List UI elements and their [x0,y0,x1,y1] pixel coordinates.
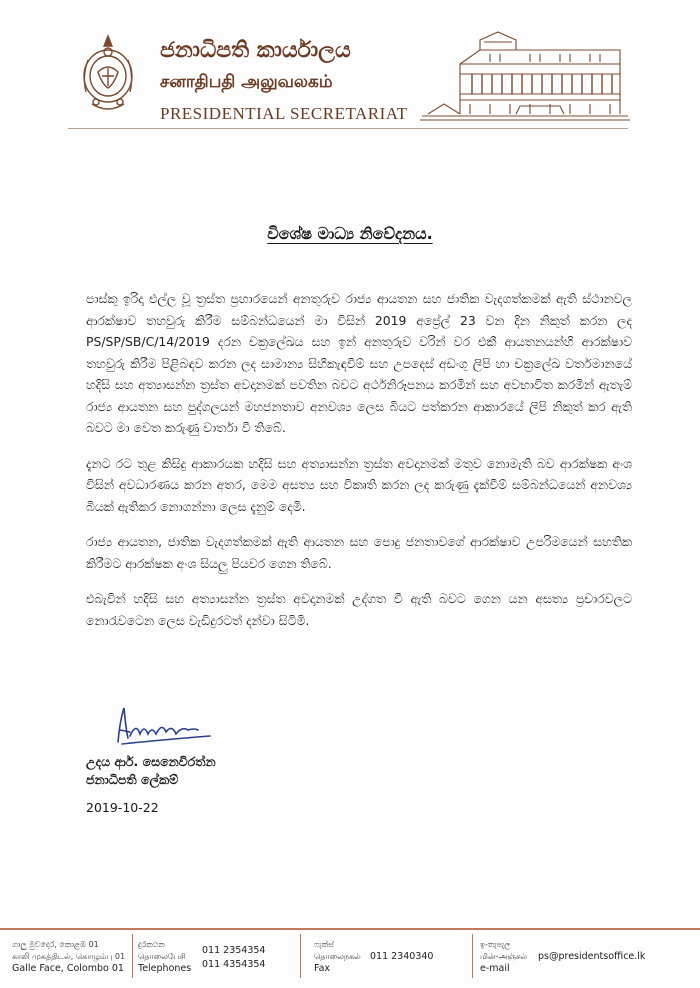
org-name-english: PRESIDENTIAL SECRETARIAT [160,104,408,123]
footer-telephone-1: 011 2354354 [202,945,266,956]
org-name-tamil: சனாதிபதி அலுவலகம் [160,72,333,92]
footer-address-sinhala: ගාලු මුවදොර, කොළඹ 01 [12,940,99,949]
footer-fax-number: 011 2340340 [370,951,434,962]
footer-tel-label-sinhala: දුරකථන [138,940,165,949]
footer-fax-label-english: Fax [314,963,331,974]
footer-separator [472,934,473,978]
footer-fax-label-tamil: தொலைநகல் [314,952,361,961]
presidential-secretariat-building-icon [420,28,630,122]
footer-telephone-2: 011 4354354 [202,959,266,970]
footer-tel-label-english: Telephones [138,963,192,974]
footer-fax-label-sinhala: ෆැක්ස් [314,940,334,949]
document-title [0,224,700,244]
body-paragraph: එබැවින් හදිසි සහ අත්‍යාසන්න ත්‍රස්ත අවදානමක් උද්ගත වී ඇති බවට ගෙන යන අසත්‍ය ප්‍රචාරවලට නොරැවටෙන ලෙස වැඩිදුරටත් දන්වා සිටිමි. [86,591,632,628]
sri-lanka-emblem-icon [78,32,138,116]
footer-email-label-english: e-mail [480,963,510,974]
footer-divider [0,928,700,930]
footer-email-address[interactable]: ps@presidentsoffice.lk [538,951,646,962]
body-paragraph: රාජ්‍ය ආයතන, ජාතික වැදගත්කමක් ඇති ආයතන සහ පොදු ජනතාවගේ ආරක්ෂාව උපරිමයෙන් සහතික කිරීමට ආරක්ෂක අංශ සියලු පියවර ගෙන තිබේ. [86,534,632,571]
footer-email-label-tamil: மின்-அஞ்சல் [480,952,528,961]
footer-address-english: Galle Face, Colombo 01 [12,963,124,974]
document-body [86,288,632,645]
footer-separator [300,934,301,978]
footer-tel-label-tamil: தொலைபேசி [138,952,186,961]
footer-email-label-sinhala: ඉ-තැපැල [480,940,511,949]
document-title-text: විශේෂ මාධ්‍ය නිවේදනය. [267,224,433,243]
footer-address-tamil: காலி முகத்திடல், கொழும்பு 01 [12,952,126,961]
body-paragraph: පාස්කු ඉරිදා එල්ල වූ ත්‍රස්ත ප්‍රහාරයෙන් අනතුරුව රාජ්‍ය ආයතන සහ ජාතික වැදගත්කමක් ඇති ස්ථානවල ආරක්ෂාව තහවුරු කිරීම සම්බන්ධයෙන් මා විසින් 2019 අප්‍රේල් 23 වන දින නිකුත් කරන ලද PS/SP/SB/C/14/2019 දරන චක්‍රලේඛය සහ ඉන් අනතුරුව වරින් වර එකී ආයතනයන්හි ආරක්ෂාව තහවුරු කිරීම පිළිබඳව කරන ලද සාමාන්‍ය සිහිකැඳවීම් සහ උපදෙස් අඩංගු ලිපි හා චක්‍රලේඛ වර්තමානයේ හදිසි සහ අත්‍යාසන්න ත්‍රස්ත අවදානමක් පවතින බවට අර්ථනිරූපනය කරමින් සහ අවභාවිත කරමින් ඇතැම් රාජ්‍ය ආයතන සහ පුද්ගලයන් මහජනතාව අනවශ්‍ය ලෙස බියට පත්කරන ආකාරයේ ලිපි නිකුත් කර ඇති බවට මා වෙත කරුණු වාර්තා වී තිබේ. [86,291,632,435]
body-paragraph: දැනට රට තුළ කිසිදු ආකාරයක හදිසි සහ අත්‍යාසන්න ත්‍රස්ත අවදානමක් මතුව නොමැති බව ආරක්ෂක අංශ විසින් අවධාරණය කරන අතර, මෙම අසත්‍ය සහ විකෘති කරන ලද කරුණු දැක්වීම් සම්බන්ධයෙන් අනවශ්‍ය බියක් ඇතිකර නොගන්නා ලෙස දැනුම් දෙමි. [86,455,632,514]
document-date: 2019-10-22 [86,800,159,815]
org-name-sinhala: ජනාධිපති කාර්යාලය [160,38,351,63]
handwritten-signature-icon [110,700,220,750]
header-divider [68,128,628,129]
signatory-name: උදය ආර්. සෙනෙවිරත්න [86,754,216,769]
signatory-title: ජනාධිපති ලේකම් [86,772,179,787]
footer-separator [132,934,133,978]
